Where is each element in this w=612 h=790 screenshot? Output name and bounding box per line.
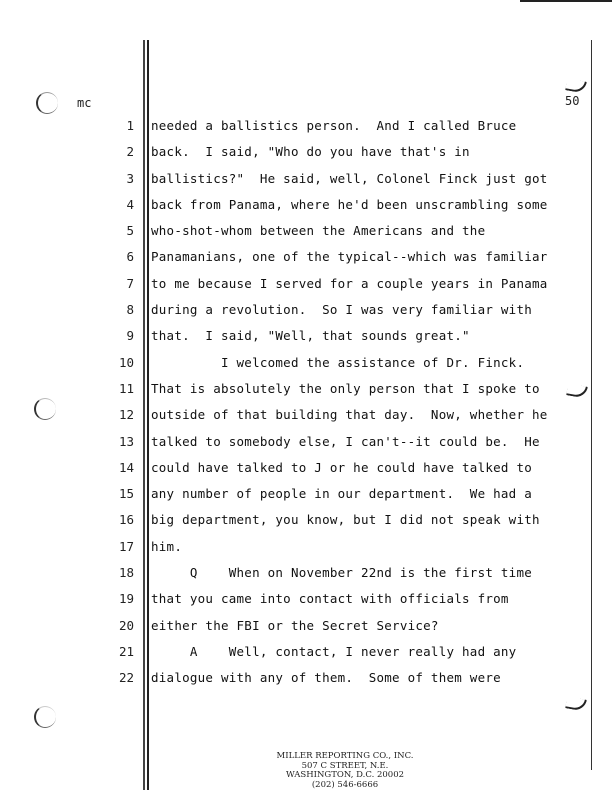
- line-number: 22: [118, 670, 134, 686]
- line-number: 18: [118, 565, 134, 581]
- transcript-line: [0, 327, 612, 353]
- transcript-line: [0, 143, 612, 169]
- line-text: A Well, contact, I never really had any: [151, 643, 517, 659]
- line-text: during a revolution. So I was very familiar with: [151, 302, 533, 318]
- line-text: needed a ballistics person. And I called Bruce: [151, 118, 517, 133]
- punch-hole: [36, 92, 58, 114]
- transcript-line: [0, 222, 612, 248]
- line-number: 14: [118, 459, 134, 475]
- punch-hole: [34, 706, 56, 728]
- line-text: him.: [151, 538, 183, 554]
- transcript-line: [0, 669, 612, 695]
- transcript-line: [0, 248, 612, 274]
- line-text: big department, you know, but I did not speak with: [151, 512, 540, 528]
- reporter-footer: [240, 752, 450, 790]
- line-text: back from Panama, where he'd been unscrambling some: [151, 196, 548, 212]
- line-number: 13: [118, 433, 134, 449]
- transcript-line: [0, 590, 612, 616]
- transcript-lines: [0, 117, 612, 696]
- line-number: 20: [118, 617, 134, 633]
- line-number: 2: [126, 144, 134, 160]
- reporter-initials: mc: [77, 96, 92, 110]
- transcript-line: [0, 511, 612, 537]
- line-number: 10: [118, 354, 134, 370]
- line-number: 21: [118, 643, 134, 659]
- line-text: either the FBI or the Secret Service?: [151, 617, 439, 633]
- transcript-line: [0, 459, 612, 485]
- line-number: 17: [118, 538, 134, 554]
- line-text: dialogue with any of them. Some of them were: [151, 670, 501, 686]
- line-number: 9: [126, 328, 134, 344]
- footer-company: MILLER REPORTING CO., INC.: [276, 751, 414, 761]
- transcript-line: [0, 485, 612, 511]
- transcript-line: [0, 196, 612, 222]
- transcript-line: [0, 538, 612, 564]
- line-number: 7: [126, 275, 134, 291]
- line-text: outside of that building that day. Now, whether he: [151, 407, 548, 423]
- transcript-line: [0, 643, 612, 669]
- transcript-line: [0, 354, 612, 380]
- line-number: 19: [118, 591, 134, 607]
- line-text: any number of people in our department. We had a: [151, 486, 533, 502]
- footer-phone: (202) 546-6666: [311, 779, 379, 790]
- line-text: Panamanians, one of the typical--which was familiar: [151, 249, 548, 265]
- transcript-line: [0, 170, 612, 196]
- line-number: 8: [126, 302, 134, 318]
- line-text: That is absolutely the only person that I spoke to: [151, 380, 540, 396]
- line-text: ballistics?" He said, well, Colonel Finck just got: [151, 170, 548, 186]
- transcript-line: [0, 617, 612, 643]
- line-text: talked to somebody else, I can't--it could be. He: [151, 433, 540, 449]
- transcript-line: [0, 406, 612, 432]
- line-text: I welcomed the assistance of Dr. Finck.: [151, 354, 525, 370]
- line-text: Q When on November 22nd is the first time: [151, 565, 533, 581]
- transcript-line: [0, 275, 612, 301]
- line-text: that. I said, "Well, that sounds great.": [151, 328, 470, 344]
- line-text: that you came into contact with officials from: [151, 591, 509, 607]
- line-number: 16: [118, 512, 134, 528]
- footer-city: WASHINGTON, D.C. 20002: [285, 770, 405, 780]
- line-number: 15: [118, 486, 134, 502]
- transcript-line: [0, 433, 612, 459]
- line-number: 3: [126, 170, 134, 186]
- line-text: to me because I served for a couple years in Panama: [151, 275, 548, 291]
- transcript-line: [0, 380, 612, 406]
- line-number: 5: [126, 223, 134, 239]
- transcript-line: [0, 117, 612, 143]
- check-mark-icon: [565, 696, 587, 711]
- line-number: 11: [118, 380, 134, 396]
- line-text: could have talked to J or he could have talked to: [151, 459, 533, 475]
- line-number: 4: [126, 196, 134, 212]
- line-number: 12: [118, 407, 134, 423]
- check-mark-icon: [565, 78, 587, 93]
- line-number: 1: [126, 118, 134, 133]
- transcript-line: [0, 564, 612, 590]
- line-number: 6: [126, 249, 134, 265]
- line-text: back. I said, "Who do you have that's in: [151, 144, 470, 160]
- transcript-line: [0, 301, 612, 327]
- line-text: who-shot-whom between the Americans and the: [151, 223, 486, 239]
- page-edge-line: [520, 0, 612, 2]
- footer-street: 507 C STREET, N.E.: [301, 760, 389, 771]
- page-number: 50: [565, 94, 580, 108]
